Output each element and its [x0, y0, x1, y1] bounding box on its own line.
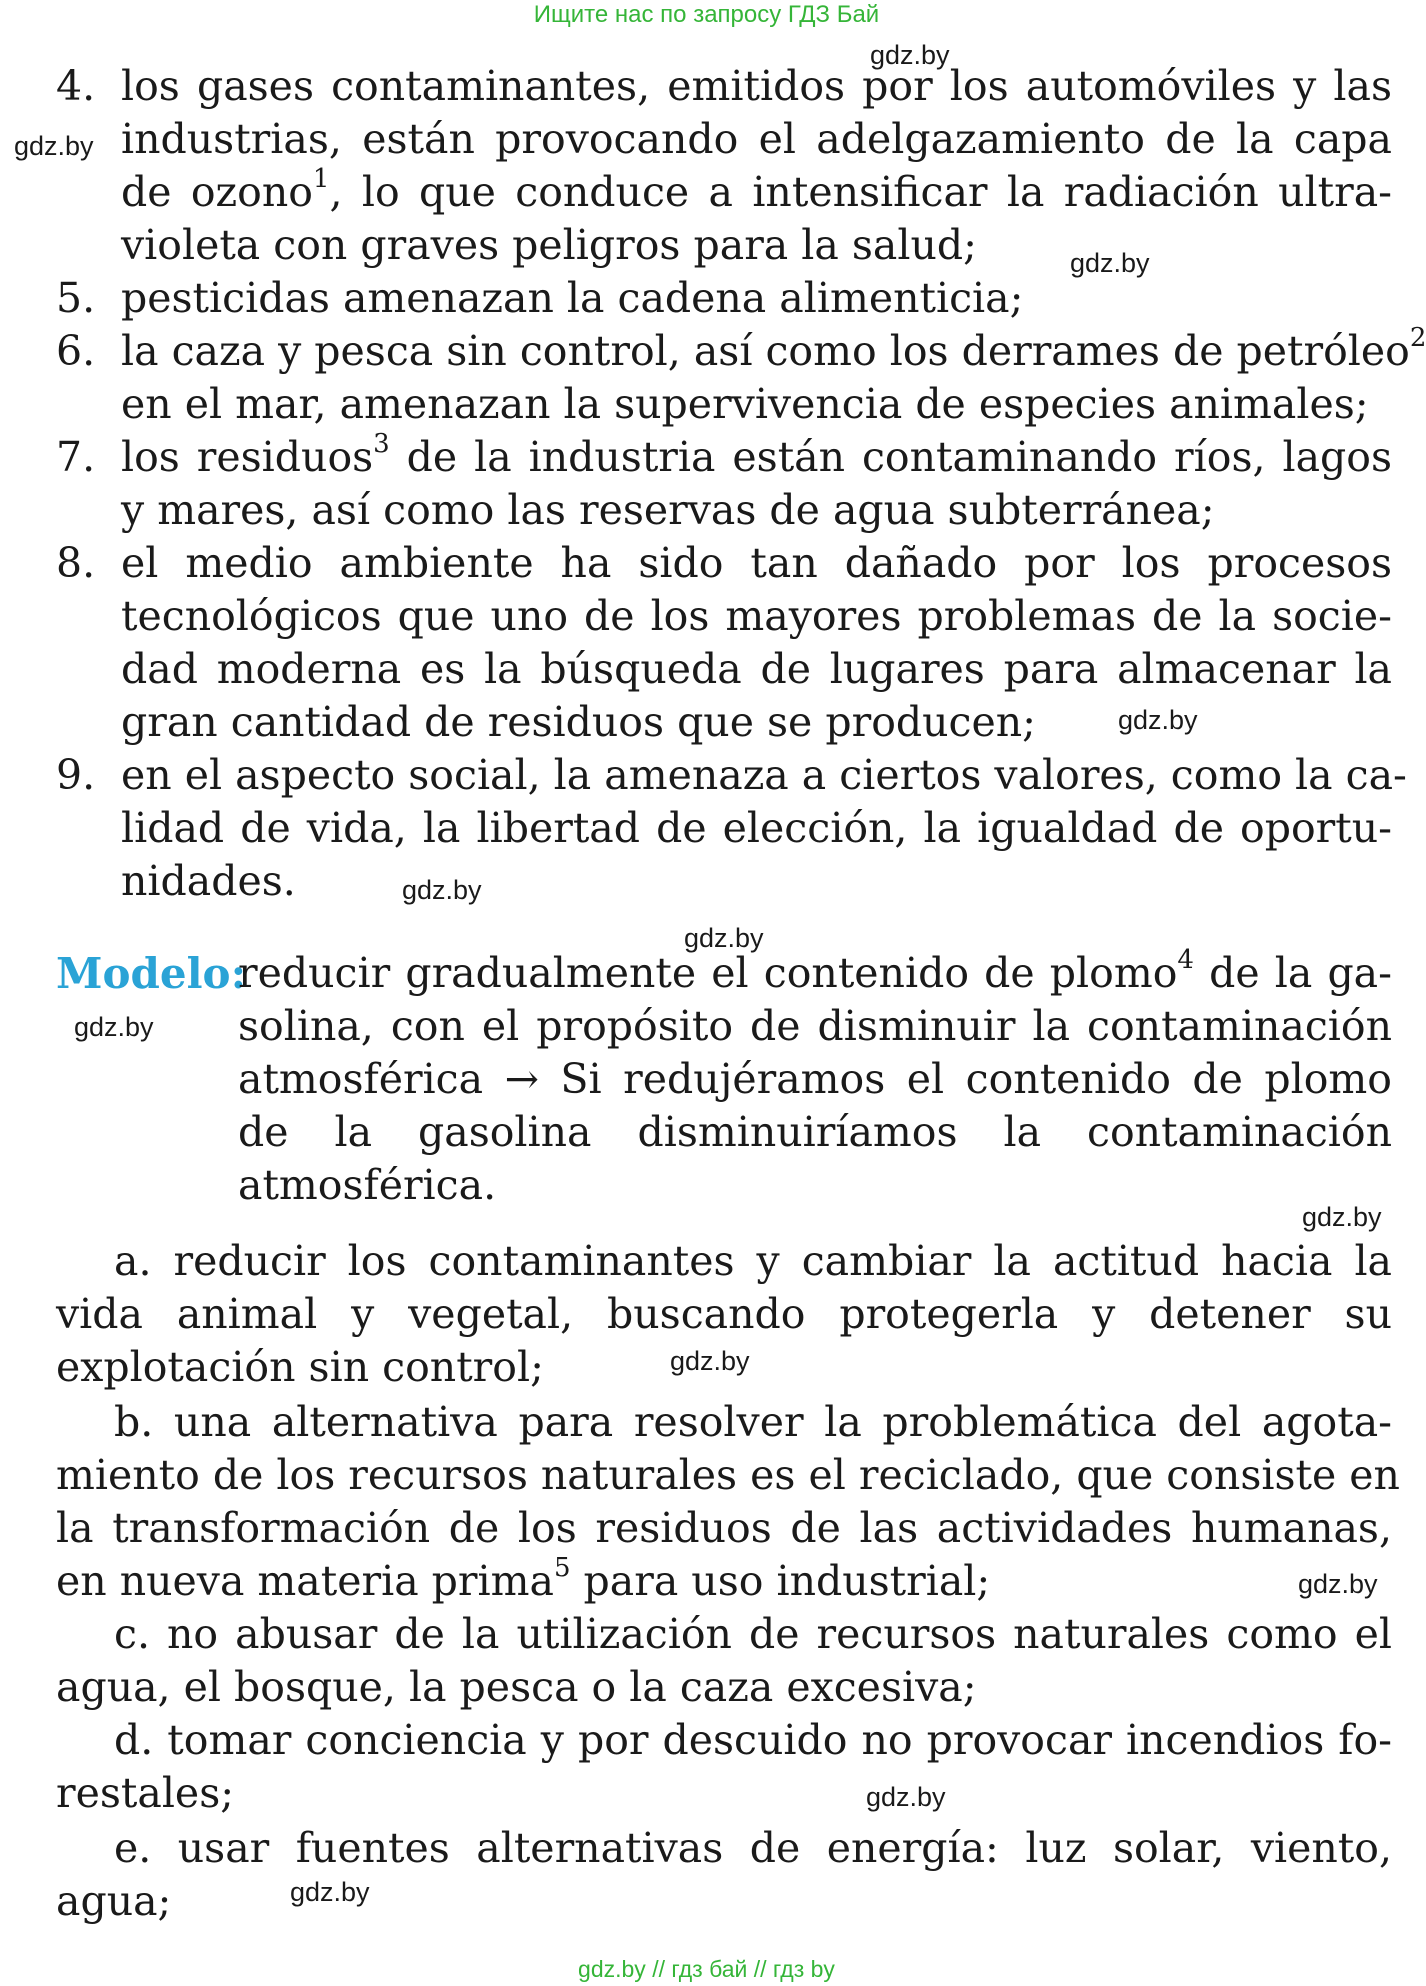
answer-line: vida animal y vegetal, buscando protegerla y detener su	[56, 1290, 1392, 1338]
answer-line: en nueva materia prima$^5$ para uso industrial;	[56, 1553, 991, 1605]
item-line: y mares, así como las reservas de agua subterránea;	[121, 486, 1215, 534]
item-line: los residuos$^3$ de la industria están contaminando ríos, lagos	[121, 429, 1392, 481]
item-line: gran cantidad de residuos que se producen;	[121, 698, 1036, 746]
item-line: el medio ambiente ha sido tan dañado por los procesos	[121, 539, 1392, 587]
footer-links[interactable]: gdz.by // гдз бай // гдз by	[578, 1956, 835, 1982]
item-number: 9.	[56, 751, 96, 799]
watermark: gdz.by	[670, 1346, 750, 1376]
answer-line: agua;	[56, 1877, 172, 1925]
item-line: tecnológicos que uno de los mayores problemas de la socie-	[121, 592, 1392, 640]
item-number: 4.	[56, 62, 96, 110]
item-number: 6.	[56, 327, 96, 375]
modelo-line: reducir gradualmente el contenido de plomo$^4$ de la ga-	[238, 945, 1392, 997]
answer-line: c. no abusar de la utilización de recursos naturales como el	[114, 1610, 1392, 1658]
modelo-line: solina, con el propósito de disminuir la contaminación	[238, 1002, 1392, 1050]
item-line: los gases contaminantes, emitidos por los automóviles y las	[121, 62, 1392, 110]
answer-line: explotación sin control;	[56, 1343, 544, 1391]
watermark: gdz.by	[14, 131, 94, 161]
watermark: gdz.by	[870, 40, 950, 70]
watermark: gdz.by	[402, 875, 482, 905]
item-line: nidades.	[121, 857, 296, 905]
watermark: gdz.by	[1298, 1569, 1378, 1599]
watermark: gdz.by	[684, 923, 764, 953]
item-line: de ozono$^1$, lo que conduce a intensificar la radiación ultra-	[121, 164, 1392, 216]
answer-line: la transformación de los residuos de las actividades humanas,	[56, 1504, 1392, 1552]
item-line: violeta con graves peligros para la salud;	[121, 221, 977, 269]
modelo-line: de la gasolina disminuiríamos la contaminación	[238, 1108, 1392, 1156]
item-line: lidad de vida, la libertad de elección, la igualdad de oportu-	[121, 804, 1392, 852]
modelo-label: Modelo:	[56, 949, 247, 998]
item-line: industrias, están provocando el adelgazamiento de la capa	[121, 115, 1392, 163]
watermark: gdz.by	[866, 1782, 946, 1812]
watermark: gdz.by	[74, 1012, 154, 1042]
answer-line: d. tomar conciencia y por descuido no provocar incendios fo-	[114, 1716, 1392, 1764]
answer-line: restales;	[56, 1769, 235, 1817]
answer-line: miento de los recursos naturales es el reciclado, que consiste en	[56, 1451, 1400, 1499]
watermark: gdz.by	[290, 1877, 370, 1907]
modelo-line: atmosférica → Si redujéramos el contenido de plomo	[238, 1055, 1392, 1103]
item-line: pesticidas amenazan la cadena alimenticia;	[121, 274, 1024, 322]
item-number: 7.	[56, 433, 96, 481]
answer-line: agua, el bosque, la pesca o la caza excesiva;	[56, 1663, 977, 1711]
watermark: gdz.by	[1302, 1202, 1382, 1232]
item-number: 8.	[56, 539, 96, 587]
answer-line: b. una alternativa para resolver la problemática del agota-	[114, 1398, 1392, 1446]
item-number: 5.	[56, 274, 96, 322]
modelo-line: atmosférica.	[238, 1161, 497, 1209]
item-line: la caza y pesca sin control, así como los derrames de petróleo$^2$	[121, 323, 1426, 375]
item-line: dad moderna es la búsqueda de lugares para almacenar la	[121, 645, 1392, 693]
answer-line: e. usar fuentes alternativas de energía: luz solar, viento,	[114, 1824, 1392, 1872]
header-search-link[interactable]: Ищите нас по запросу ГДЗ Бай	[533, 1, 880, 28]
watermark: gdz.by	[1070, 248, 1150, 278]
watermark: gdz.by	[1118, 705, 1198, 735]
item-line: en el aspecto social, la amenaza a ciertos valores, como la ca-	[121, 751, 1407, 799]
item-line: en el mar, amenazan la supervivencia de especies animales;	[121, 380, 1369, 428]
answer-line: a. reducir los contaminantes y cambiar la actitud hacia la	[114, 1237, 1392, 1285]
